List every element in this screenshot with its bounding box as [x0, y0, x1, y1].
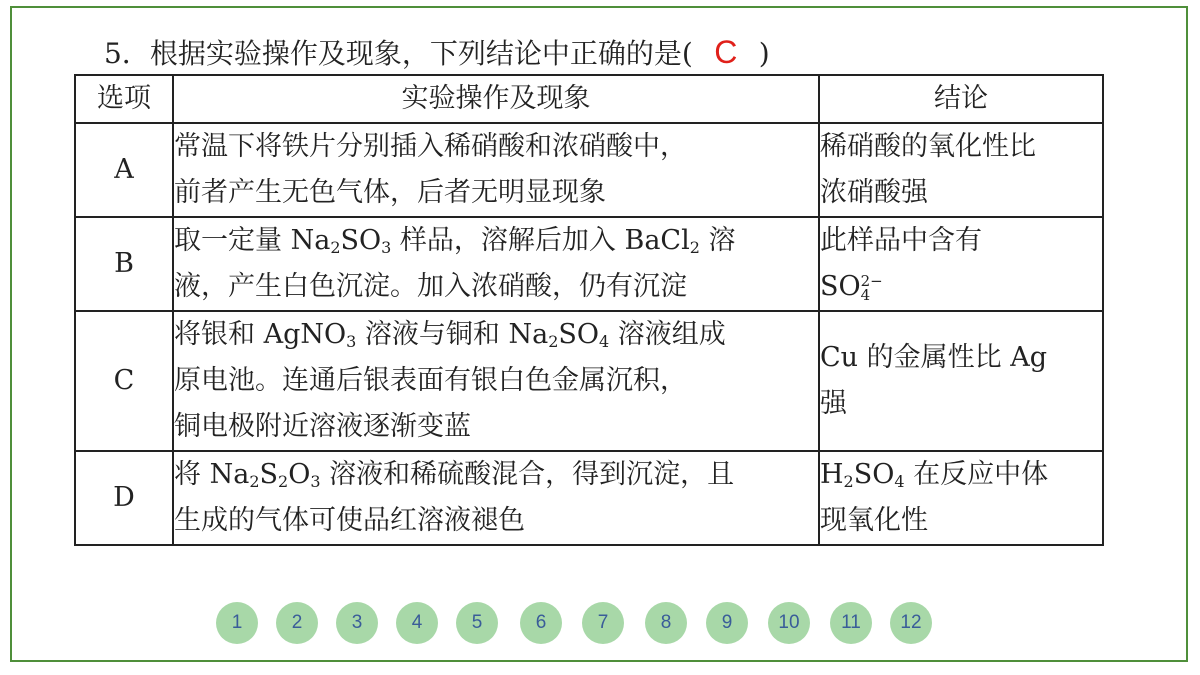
- text-run: SO: [820, 271, 861, 302]
- subscript: 4: [894, 472, 905, 491]
- operation-cell: [173, 451, 819, 545]
- conclusion-line: 强: [820, 388, 847, 419]
- operation-line: 铜电极附近溶液逐渐变蓝: [174, 411, 471, 442]
- option-label: C: [75, 311, 173, 451]
- text-run: O: [288, 459, 311, 490]
- text-run: 取一定量 Na: [174, 225, 331, 256]
- operation-cell: [173, 217, 819, 311]
- page-button-5[interactable]: 5: [456, 602, 498, 644]
- operation-line: 生成的气体可使品红溶液褪色: [174, 505, 525, 536]
- ion-charge: [860, 271, 883, 304]
- subscript: 2: [689, 238, 700, 257]
- conclusion-line: 此样品中含有: [820, 225, 982, 256]
- table-row: [75, 451, 1103, 545]
- text-run: 溶液和稀硫酸混合，得到沉淀，且: [320, 459, 735, 490]
- conclusion-cell: [819, 311, 1103, 451]
- text-run: 将 Na: [174, 459, 250, 490]
- page-button-1[interactable]: 1: [216, 602, 258, 644]
- header-row: [75, 75, 1103, 123]
- header-option: 选项: [75, 75, 173, 123]
- operation-cell: [173, 311, 819, 451]
- conclusion-cell: [819, 123, 1103, 217]
- page-button-4[interactable]: 4: [396, 602, 438, 644]
- subscript: 3: [310, 472, 321, 491]
- close-paren: ): [758, 37, 770, 70]
- operation-line: [174, 312, 818, 358]
- subscript: 2: [548, 332, 559, 351]
- question-text: 5．根据实验操作及现象，下列结论中正确的是: [104, 37, 682, 70]
- conclusion-line: 稀硝酸的氧化性比: [820, 131, 1036, 162]
- text-run: 将银和 AgNO: [174, 319, 347, 350]
- conclusion-line: 浓硝酸强: [820, 177, 928, 208]
- option-label: D: [75, 451, 173, 545]
- conclusion-line: [820, 264, 1102, 310]
- page-button-7[interactable]: 7: [582, 602, 624, 644]
- subscript: 3: [346, 332, 357, 351]
- text-run: SO: [853, 459, 895, 490]
- option-label: A: [75, 123, 173, 217]
- operation-line: [174, 452, 818, 498]
- subscript: 4: [860, 285, 871, 304]
- table-row: [75, 217, 1103, 311]
- text-run: S: [259, 459, 278, 490]
- operation-line: 前者产生无色气体，后者无明显现象: [174, 177, 606, 208]
- table-row: [75, 311, 1103, 451]
- page-button-12[interactable]: 12: [890, 602, 932, 644]
- question-stem: [104, 30, 770, 74]
- experiment-table: [74, 74, 1104, 546]
- open-paren: (: [681, 37, 693, 70]
- subscript: 2: [278, 472, 289, 491]
- text-run: SO: [340, 225, 382, 256]
- page-button-8[interactable]: 8: [645, 602, 687, 644]
- table-row: [75, 123, 1103, 217]
- subscript: 3: [381, 238, 392, 257]
- page-button-6[interactable]: 6: [520, 602, 562, 644]
- page-button-3[interactable]: 3: [336, 602, 378, 644]
- text-run: 溶液组成: [609, 319, 726, 350]
- operation-line: 液，产生白色沉淀。加入浓硝酸，仍有沉淀: [174, 271, 687, 302]
- page-button-10[interactable]: 10: [768, 602, 810, 644]
- text-run: 样品，溶解后加入 BaCl: [391, 225, 690, 256]
- option-label: B: [75, 217, 173, 311]
- text-run: 溶液与铜和 Na: [356, 319, 549, 350]
- operation-cell: [173, 123, 819, 217]
- text-run: 溶: [699, 225, 736, 256]
- conclusion-line: 现氧化性: [820, 505, 928, 536]
- conclusion-line: [820, 452, 1102, 498]
- conclusion-line: Cu 的金属性比 Ag: [820, 342, 1047, 373]
- superscript: 2−: [860, 271, 883, 290]
- conclusion-cell: [819, 217, 1103, 311]
- answer-mark: C: [714, 34, 738, 70]
- operation-line: 原电池。连通后银表面有银白色金属沉积，: [174, 365, 687, 396]
- subscript: 2: [249, 472, 260, 491]
- subscript: 2: [330, 238, 341, 257]
- subscript: 4: [599, 332, 610, 351]
- operation-line: 常温下将铁片分别插入稀硝酸和浓硝酸中，: [174, 131, 687, 162]
- header-operation: 实验操作及现象: [173, 75, 819, 123]
- conclusion-cell: [819, 451, 1103, 545]
- page-button-2[interactable]: 2: [276, 602, 318, 644]
- text-run: SO: [558, 319, 600, 350]
- subscript: 2: [843, 472, 854, 491]
- text-run: 在反应中体: [904, 459, 1049, 490]
- operation-line: [174, 218, 818, 264]
- page-button-11[interactable]: 11: [830, 602, 872, 644]
- page-button-9[interactable]: 9: [706, 602, 748, 644]
- text-run: H: [820, 459, 844, 490]
- header-conclusion: 结论: [819, 75, 1103, 123]
